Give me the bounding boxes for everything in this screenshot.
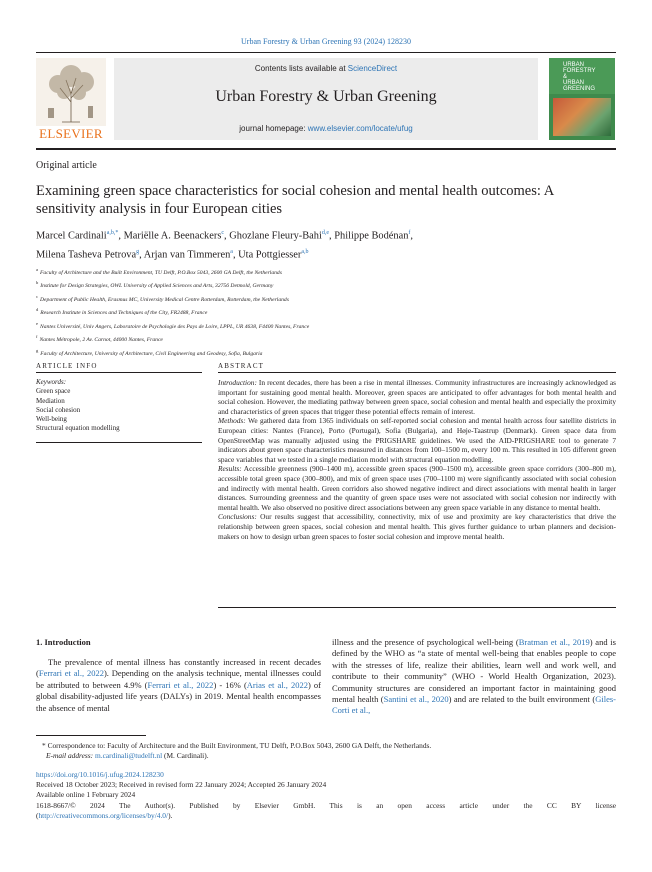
correspondence-text: Correspondence to: Faculty of Architecture and the Built Environment, TU Delft, P.O.Box 5043, 2600 GA Delft, the Netherlands. [47, 741, 432, 750]
introduction-left-column [36, 657, 321, 714]
author-affiliation-marker[interactable]: c [221, 230, 225, 236]
keyword-item: Mediation [36, 396, 65, 405]
keyword-item: Well-being [36, 415, 67, 424]
received-dates: Received 18 October 2023; Received in revised form 22 January 2024; Accepted 26 January 2024 [36, 780, 327, 790]
affiliation-list [36, 265, 616, 359]
author-name[interactable]: Marcel Cardinali [36, 230, 107, 242]
article-info-rule-top [36, 372, 202, 373]
journal-homepage-link[interactable]: www.elsevier.com/locate/ufug [307, 124, 413, 133]
cover-line-4: URBAN [563, 80, 585, 86]
journal-header-box [114, 58, 538, 140]
article-info-rule-bottom [36, 442, 202, 443]
affiliation-key: c [36, 293, 38, 299]
affiliation-text: Institute for Design Strategies, OWL University of Applied Sciences and Arts, 32756 Detmold, Germany [40, 283, 274, 290]
article-title: Examining green space characteristics for social cohesion and mental health outcomes: A sensitivity analysis in four European cities [36, 183, 554, 217]
homepage-line [114, 124, 538, 133]
author-affiliation-marker[interactable]: d,e [321, 230, 330, 236]
abstract-conclusions [218, 512, 616, 541]
journal-cover-thumbnail [549, 58, 615, 140]
author-list [36, 225, 616, 264]
citation-link[interactable]: Santini et al., 2020 [383, 694, 449, 705]
body-text: ). Depending on the analysis technique, mental illnesses could be attributed to between 4.9% ( [36, 668, 321, 690]
cover-line-5: GREENING [563, 86, 596, 92]
contents-line [114, 64, 538, 73]
body-text: ) and are related to the built environment ( [448, 694, 596, 705]
license-suffix: ). [168, 810, 173, 820]
author-name[interactable]: Philippe Bodénan [334, 230, 409, 242]
authors-line-1: Marcel Cardinali$^{a,b,*}$, Mariëlle A. Beenackers$^c$, Ghozlane Fleury-Bahi$^{d,e}$, Philippe Bodénan$^f$, [36, 230, 414, 242]
email-label: E-mail address: [46, 751, 95, 760]
contents-prefix: Contents lists available at [254, 64, 348, 73]
available-online-date: Available online 1 February 2024 [36, 790, 136, 800]
citation-link[interactable]: Bratman et al., 2019 [518, 637, 590, 647]
keyword-item: Green space [36, 387, 71, 396]
doi-link[interactable]: https://doi.org/10.1016/j.ufug.2024.128230 [36, 770, 164, 779]
email-suffix: (M. Cardinali). [162, 751, 209, 760]
author-name[interactable]: Uta Pottgiesser [238, 249, 302, 261]
abstract-section-label: Methods: [218, 416, 246, 426]
affiliation-key: f [36, 334, 38, 340]
license-line: 1618-8667/© 2024 The Author(s). Published by Elsevier GmbH. This is an open access article under the CC BY license [36, 800, 616, 810]
keywords-label: Keywords: [36, 378, 67, 386]
affiliation-text: Nantes Université, Univ Angers, Laboratoire de Psychologie des Pays de Loire, LPPL, UR 4638, F4400 Nantes, France [40, 323, 310, 330]
author-name[interactable]: Arjan van Timmeren [143, 249, 231, 261]
affiliation-text: Faculty of Architecture and the Built Environment, TU Delft, P.O.Box 5043, 2600 GA Delft, the Netherlands [40, 269, 282, 276]
abstract-section-text: Our results suggest that accessibility, connectivity, mix of use and proximity are key characteristics that drive the relationship between green spaces, social cohesion and mental health. This gives further guidance to urban planners and decision-makers on how to design urban green spaces to foster social cohesion and improve mental health. [218, 512, 616, 541]
introduction-paragraph [36, 657, 321, 714]
abstract-section-label: Results: [218, 464, 242, 474]
license-url-link[interactable]: http://creativecommons.org/licenses/by/4.0/ [38, 810, 169, 820]
keyword-item: Structural equation modelling [36, 424, 120, 433]
author-name[interactable]: Milena Tasheva Petrova [36, 249, 137, 261]
license-url-line: (http://creativecommons.org/licenses/by/4.0/). [36, 810, 173, 820]
footnote-marker: * [42, 741, 46, 750]
correspondence-line [36, 741, 616, 751]
header-rule-top [36, 52, 616, 53]
affiliation-text: Faculty of Architecture, University of Architecture, Civil Engineering and Geodesy, Sofia, Bulgaria [40, 350, 263, 357]
author-name[interactable]: Ghozlane Fleury-Bahi [229, 230, 322, 242]
sciencedirect-link[interactable]: ScienceDirect [347, 64, 398, 73]
body-text: ) of global disability-adjusted life years (DALYs) in 2019. Mental health encompasses the absence of mental [36, 679, 321, 713]
affiliation-key: e [36, 320, 38, 326]
publisher-wordmark: ELSEVIER [39, 126, 103, 141]
author-affiliation-marker[interactable]: a,b [301, 249, 309, 256]
body-text: illness and the presence of psychological well-being ( [332, 637, 519, 647]
affiliation-item [36, 332, 616, 345]
keyword-item: Social cohesion [36, 405, 81, 414]
abstract-section-label: Introduction: [218, 378, 257, 387]
cover-line-2: FORESTRY [563, 68, 596, 74]
body-text: The prevalence of mental illness has constantly increased in recent decades ( [36, 657, 321, 679]
affiliation-key: b [36, 280, 39, 286]
abstract-body [218, 378, 616, 541]
affiliation-key: g [36, 347, 39, 353]
abstract-heading: ABSTRACT [218, 362, 265, 370]
affiliation-text: Nantes Métropole, 2 Av. Carnot, 44000 Nantes, France [39, 337, 163, 344]
article-info-heading: ARTICLE INFO [36, 362, 98, 370]
abstract-results [218, 464, 616, 512]
correspondence-footnote [36, 741, 616, 761]
affiliation-item [36, 319, 616, 332]
authors-line-2: Milena Tasheva Petrova$^g$, Arjan van Timmeren$^a$, Uta Pottgiesser$^{a,b}$ [36, 249, 309, 261]
affiliation-item [36, 278, 616, 291]
citation-link[interactable]: Giles-Corti et al., [332, 694, 616, 716]
homepage-prefix: journal homepage: [239, 124, 308, 133]
abstract-rule-bottom [218, 607, 616, 608]
abstract-rule-top [218, 372, 616, 373]
affiliation-item [36, 305, 616, 318]
article-type: Original article [36, 160, 97, 171]
author-affiliation-marker[interactable]: a,b,* [106, 230, 119, 236]
affiliation-text: Research Institute in Sciences and Techniques of the City, FR2488, France [40, 310, 208, 317]
cover-image-icon [553, 98, 611, 136]
citation-link[interactable]: Arias et al., 2022 [246, 679, 308, 690]
author-affiliation-marker[interactable]: a [230, 249, 233, 256]
affiliation-item [36, 265, 616, 278]
body-text: ) and is defined by the WHO as “a state of mental well-being that enables people to cope with the stresses of life, realize their abilities, learn well and work well, and contribute to their community” (WHO - World Health Organization, 2023). Community structures are considered an important factor in maintaining good mental health ( [332, 637, 616, 705]
citation-link[interactable]: Ferrari et al., 2022 [147, 679, 214, 690]
cover-line-3: & [563, 74, 568, 80]
journal-title: Urban Forestry & Urban Greening [215, 88, 437, 105]
abstract-section-text: We gathered data from 1365 individuals on self-reported social cohesion and mental health across four satellite districts in European cities: Nantes (France), Porto (Portugal), Sofia (Bulgaria), and Høje-Taastrup (Denmark). Green space data from OpenStreetMap was manually adjusted using the PRIGSHARE guidelines. We used the AID-PRIGSHARE tool to generate 7 indicators about green space characteristics measured in distances from 100–1500 m, every 100 m. This resulted in 105 different green space variables that we tested in a single mediation model with structural equation modelling. [218, 416, 616, 464]
journal-reference[interactable]: Urban Forestry & Urban Greening 93 (2024) 128230 [241, 37, 411, 46]
abstract-section-text: In recent decades, there has been a rise in mental illnesses. Community infrastructures are increasingly acknowledged as important for sustaining good mental health. Moreover, green spaces are anticipated to offer advantages for both mental health and social cohesion. However, the mediating pathway between green space, social cohesion and mental health and especially the proximity and characteristics of green spaces that trigger these potential effects remain of interest. [218, 378, 616, 416]
publication-metadata [36, 770, 616, 821]
elsevier-logo [36, 58, 106, 140]
author-affiliation-marker[interactable]: f [408, 230, 411, 236]
footnote-rule [36, 735, 146, 736]
email-line [36, 751, 616, 761]
body-text: ) - 16% ( [213, 679, 247, 690]
email-link[interactable]: m.cardinali@tudelft.nl [95, 751, 163, 760]
keywords-block [36, 378, 202, 434]
abstract-introduction [218, 378, 616, 416]
abstract-methods [218, 416, 616, 464]
affiliation-item [36, 346, 616, 359]
cover-line-1: URBAN [563, 62, 585, 68]
affiliation-key: a [36, 267, 38, 272]
author-affiliation-marker[interactable]: g [136, 249, 140, 256]
author-name[interactable]: Mariëlle A. Beenackers [123, 230, 222, 242]
abstract-section-label: Conclusions: [218, 512, 257, 522]
abstract-section-text: Accessible greenness (900–1400 m), accessible green spaces (900–1500 m), accessible green space corridors (300–800 m), accessible total green space (300–800), and mix of green space uses (700–1100 m) were significantly associated with social cohesion and indirectly with mental health. Green corridors also showed negative indirect and direct associations with mental health in larger distances. Surrounding greenness and the quantity of green space uses were not associated with social cohesion nor indirectly with mental health. We also observed no positive direct associations between any green space variable in any distance to mental health. [218, 464, 616, 512]
tree-emblem-icon [36, 58, 106, 126]
citation-link[interactable]: Ferrari et al., 2022 [38, 668, 104, 679]
header-rule-bottom [36, 148, 616, 150]
introduction-heading: 1. Introduction [36, 637, 91, 647]
affiliation-key: d [36, 307, 39, 313]
affiliation-item [36, 292, 616, 305]
introduction-right-column [332, 637, 616, 717]
affiliation-text: Department of Public Health, Erasmus MC, University Medical Centre Rotterdam, Rotterdam, the Netherlands [40, 296, 289, 303]
